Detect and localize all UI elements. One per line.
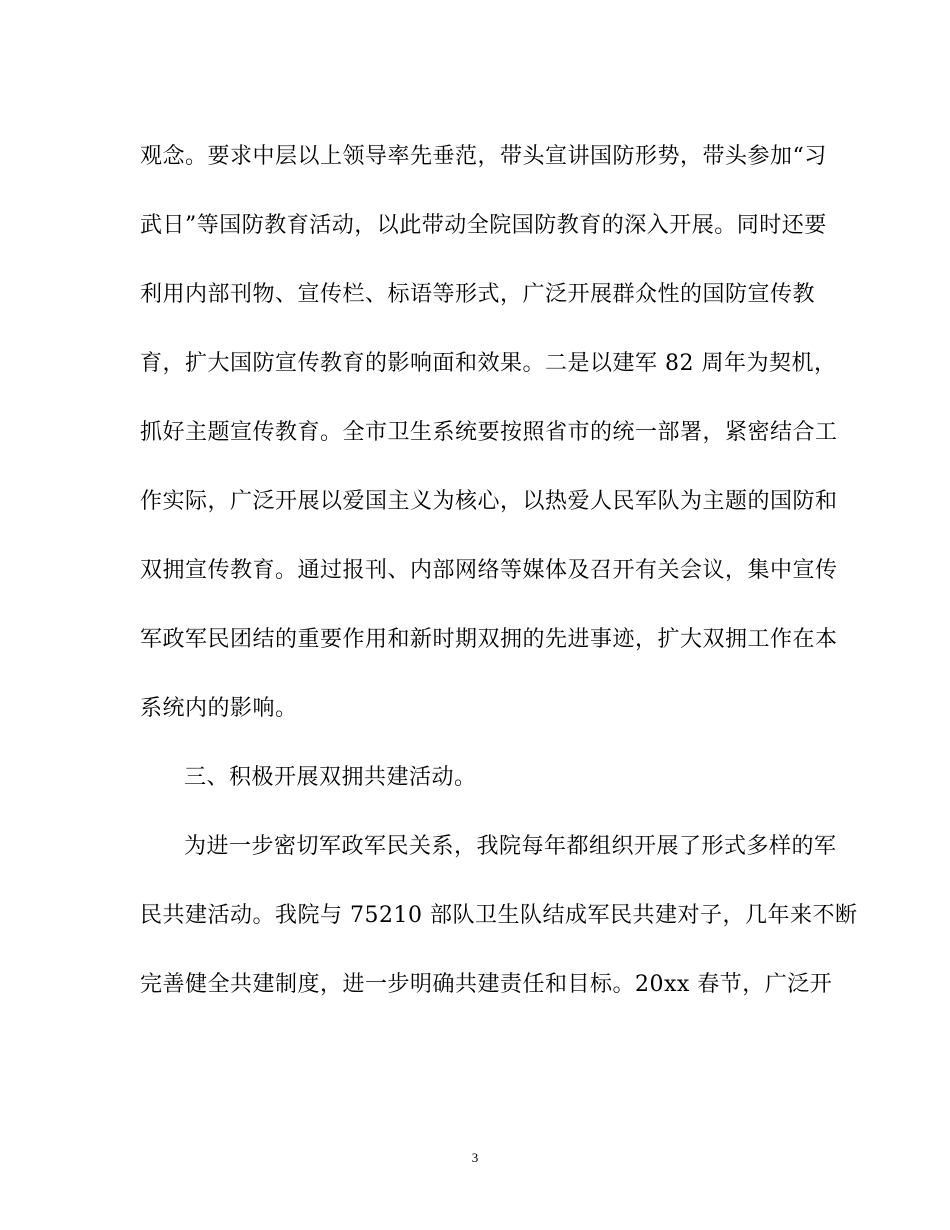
paragraph-line: 完善健全共建制度，进一步明确共建责任和目标。20xx 春节，广泛开	[140, 972, 833, 997]
section-heading: 三、积极开展双拥共建活动。	[184, 765, 477, 790]
paragraph-line: 民共建活动。我院与 75210 部队卫生队结成军民共建对子，几年来不断	[140, 903, 858, 928]
paragraph-line: 利用内部刊物、宣传栏、标语等形式，广泛开展群众性的国防宣传教	[140, 282, 816, 307]
paragraph-line: 武日”等国防教育活动，以此带动全院国防教育的深入开展。同时还要	[140, 213, 827, 238]
paragraph-line: 双拥宣传教育。通过报刊、内部网络等媒体及召开有关会议，集中宣传	[140, 558, 838, 583]
paragraph-line: 育，扩大国防宣传教育的影响面和效果。二是以建军 82 周年为契机，	[140, 351, 837, 376]
paragraph-line: 为进一步密切军政军民关系，我院每年都组织开展了形式多样的军	[184, 834, 837, 859]
paragraph-line: 观念。要求中层以上领导率先垂范，带头宣讲国防形势，带头参加“习	[140, 144, 827, 169]
paragraph-line: 抓好主题宣传教育。全市卫生系统要按照省市的统一部署，紧密结合工	[140, 420, 838, 445]
page-number: 3	[471, 1150, 479, 1165]
paragraph-line: 军政军民团结的重要作用和新时期双拥的先进事迹，扩大双拥工作在本	[140, 627, 838, 652]
paragraph-line: 作实际，广泛开展以爱国主义为核心，以热爱人民军队为主题的国防和	[140, 489, 838, 514]
paragraph-line: 系统内的影响。	[140, 696, 298, 721]
